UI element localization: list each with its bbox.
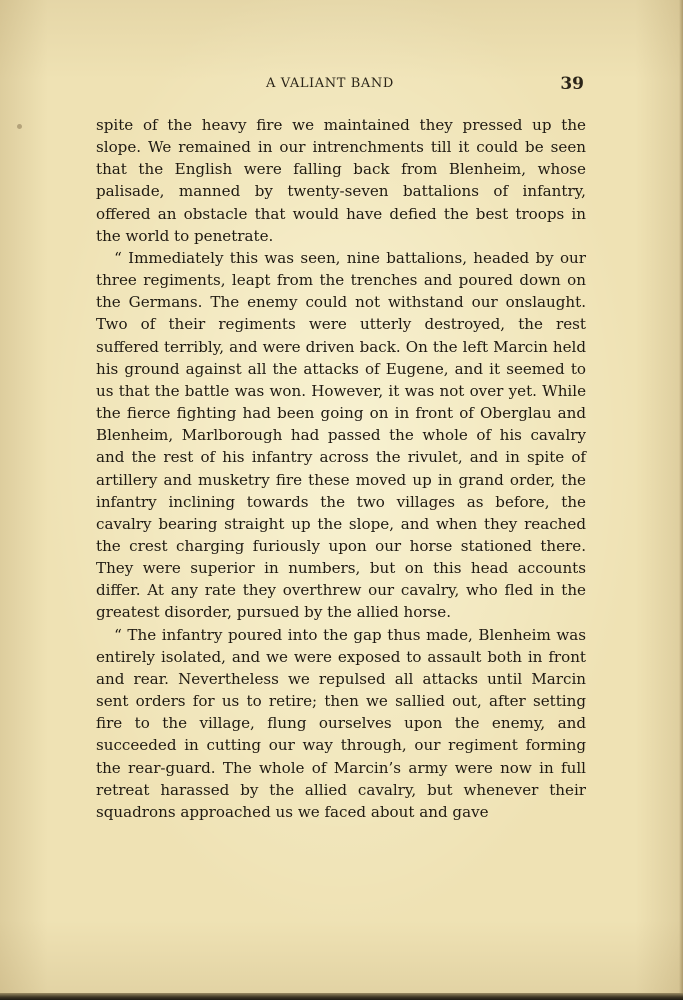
page-header bbox=[96, 76, 586, 98]
body-text bbox=[96, 114, 586, 823]
paper-blemish bbox=[17, 124, 22, 129]
page-bottom-edge bbox=[0, 993, 683, 1000]
paragraph-3: “ The infantry poured into the gap thus made, Blenheim was entirely isolated, and we were exposed to assault both in front and rear. Nevertheless we repulsed all attacks until Marcin sent orders for us to retire; then we sallied out, after setting fire to the village, flung ourselves upon the enemy, and succeeded in cutting our way through, our regiment forming the rear-guard. The whole of Marcin’s army were now in full retreat harassed by the allied cavalry, but whenever their squadrons approached us we faced about and gave bbox=[96, 625, 586, 821]
paragraph-2: “ Immediately this was seen, nine battalions, headed by our three regiments, leapt from the trenches and poured down on the Germans. The enemy could not withstand our onslaught. Two of their regiments were utterly destroyed, the rest suffered terribly, and were driven back. On the left Marcin held his ground against all the attacks of Eugene, and it seemed to us that the battle was won. However, it was not over yet. While the fierce fighting had been going on in front of Oberglau and Blenheim, Marlborough had passed the whole of his cavalry and the rest of his infantry across the rivulet, and in spite of artillery and musketry fire these moved up in grand order, the infantry inclining towards the two villages as before, the cavalry bearing straight up the slope, and when they reached the crest charging furiously upon our horse stationed there. They were superior in numbers, but on this head accounts differ. At any rate they overthrew our cavalry, who fled in the greatest disorder, pursued by the allied horse. bbox=[96, 248, 586, 622]
running-head: A VALIANT BAND bbox=[266, 76, 394, 91]
paragraph-1: spite of the heavy fire we maintained they pressed up the slope. We remained in our intrenchments till it could be seen that the English were falling back from Blenheim, whose palisade, manned by twenty-seven battalions of infantry, offered an obstacle that would have defied the best troops in the world to penetrate. bbox=[96, 116, 586, 245]
page-number: 39 bbox=[560, 74, 584, 94]
page-right-edge bbox=[679, 0, 683, 1000]
